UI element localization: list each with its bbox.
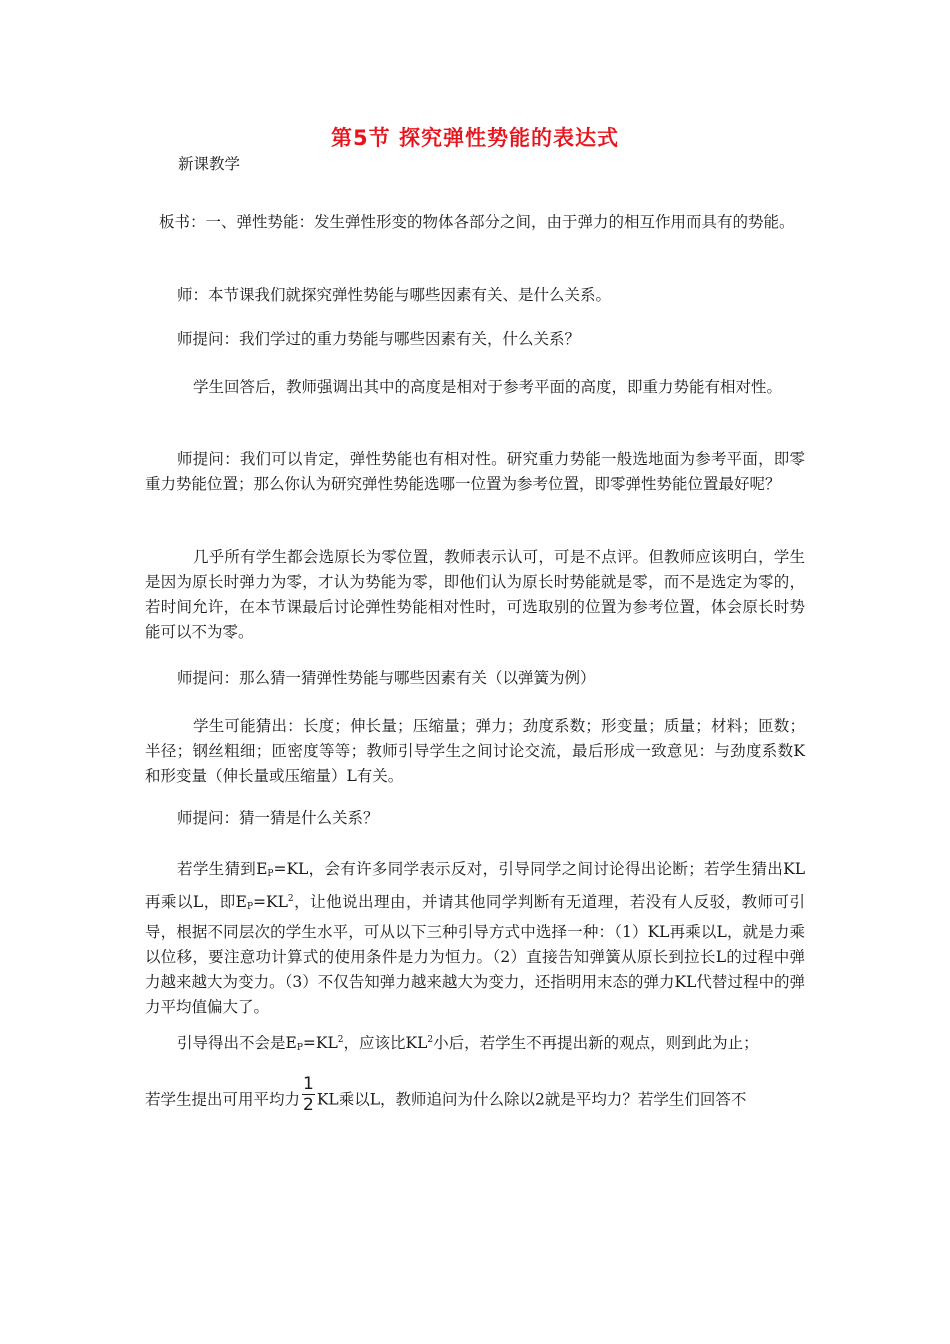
page-title: 第5节 探究弹性势能的表达式 — [331, 126, 619, 150]
paragraph-student-answer: 学生回答后，教师强调出其中的高度是相对于参考平面的高度，即重力势能有相对性。 — [193, 378, 783, 396]
paragraph-question-relation: 师提问：猜一猜是什么关系？ — [177, 809, 379, 827]
paragraph-student-guesses: 学生可能猜出：长度；伸长量；压缩量；弹力；劲度系数；形变量；质量；材料；匝数；半径；钢丝粗细；匝密度等等；教师引导学生之间讨论交流，最后形成一致意见：与劲度系数K和形变量（伸长量或压缩量）L有关。 — [145, 717, 805, 785]
fraction-half: $\frac{1}{2}$ — [303, 1074, 314, 1115]
section-label: 新课教学 — [178, 155, 241, 173]
paragraph-average-force: 若学生提出可用平均力 $\frac{1}{2}$ KL乘以L，教师追问为什么除以2就是平均力？若学生们回答不 — [145, 1074, 747, 1115]
paragraph-question-reference: 师提问：我们可以肯定，弹性势能也有相对性。研究重力势能一般选地面为参考平面，即零重力势能位置；那么你认为研究弹性势能选哪一位置为参考位置，即零弹性势能位置最好呢？ — [145, 450, 805, 493]
paragraph-question-factors: 师提问：那么猜一猜弹性势能与哪些因素有关（以弹簧为例） — [177, 669, 596, 687]
paragraph-guidance: 若学生猜到$E_P=KL$，会有许多同学表示反对，引导同学之间讨论得出论断；若学生猜出KL再乘以L，即$E_P=KL^2$，让他说出理由，并请其他同学判断有无道理，若没有人反驳，教师可引导，根据不同层次的学生水平，可从以下三种引导方式中选择一种：（1）KL再乘以L，就是力乘以位移，要注意功计算式的使用条件是力为恒力。（2）直接告知弹簧从原长到拉长L的过程中弹力越来越大为变力。（3）不仅告知弹力越来越大为变力，还指明用末态的弹力KL代替过程中的弹力平均值偏大了。 — [145, 860, 805, 1016]
paragraph-zero-position: 几乎所有学生都会选原长为零位置，教师表示认可，可是不点评。但教师应该明白，学生是因为原长时弹力为零，才认为势能为零，即他们认为原长时势能就是零，而不是选定为零的，若时间允许，在本节课最后讨论弹性势能相对性时，可选取别的位置为参考位置，体会原长时势能可以不为零。 — [145, 548, 805, 641]
paragraph-conclusion: 引导得出不会是$E_P=KL^2$，应该比$KL^2$小后，若学生不再提出新的观点，则到此为止； — [177, 1034, 759, 1053]
paragraph-teacher-intro: 师：本节课我们就探究弹性势能与哪些因素有关、是什么关系。 — [177, 286, 612, 304]
paragraph-question-gravity: 师提问：我们学过的重力势能与哪些因素有关，什么关系？ — [177, 330, 581, 348]
paragraph-definition: 板书：一、弹性势能：发生弹性形变的物体各部分之间，由于弹力的相互作用而具有的势能。 — [159, 213, 795, 231]
